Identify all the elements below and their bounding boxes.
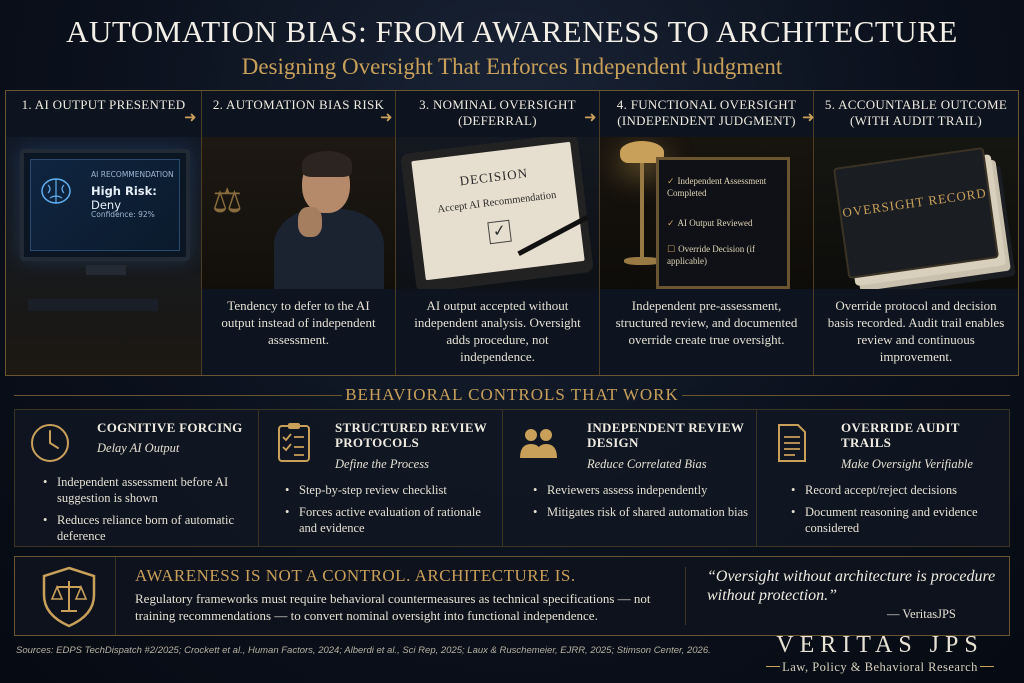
page-title: AUTOMATION BIAS: FROM AWARENESS TO ARCHITECTURE (66, 14, 958, 49)
control-structured-review (259, 410, 503, 546)
control-subtitle: Make Oversight Verifiable (841, 457, 973, 471)
controls-heading: BEHAVIORAL CONTROLS THAT WORK (345, 385, 679, 404)
checklist-icon (273, 422, 315, 464)
check-icon: ✓ (667, 219, 675, 229)
step-heading: 4. FUNCTIONAL OVERSIGHT (INDEPENDENT JUDGMENT) (616, 97, 797, 128)
unchecked-box-icon: ☐ (667, 245, 676, 255)
decision-paper (411, 142, 584, 281)
arrow-icon: ➜ (380, 108, 393, 126)
record-book-illustration (814, 137, 1018, 289)
list-item: • Mitigates risk of shared automation bias (533, 504, 753, 520)
checklist-item: ✓ Independent Assessment Completed (667, 176, 767, 198)
decision-document-illustration (396, 137, 599, 289)
person-hand (298, 207, 322, 237)
checklist-item: ✓ AI Output Reviewed (667, 218, 753, 229)
check-icon: ✓ (667, 177, 675, 187)
arrow-icon: ➜ (184, 108, 197, 126)
control-bullets (791, 482, 1005, 542)
oversight-record-book (833, 147, 999, 279)
ai-recommendation-label: AI RECOMMENDATION (91, 170, 174, 179)
control-independent-review (503, 410, 757, 546)
checklist-board (656, 157, 790, 289)
banner-heading: AWARENESS IS NOT A CONTROL. ARCHITECTURE IS. (135, 566, 576, 585)
list-item: • Forces active evaluation of rationale and evidence (285, 504, 495, 536)
monitor-illustration (6, 137, 201, 375)
control-title: STRUCTURED REVIEW PROTOCOLS (335, 420, 487, 450)
decision-title: DECISION (458, 165, 529, 189)
control-bullets (43, 474, 253, 550)
control-title: OVERRIDE AUDIT TRAILS (841, 420, 960, 450)
lamp-pole (640, 163, 644, 259)
control-subtitle: Reduce Correlated Bias (587, 457, 707, 471)
list-item: • Step-by-step review checklist (285, 482, 495, 498)
step-heading: 3. NOMINAL OVERSIGHT (DEFERRAL) (419, 97, 576, 128)
quote-attribution: — VeritasJPS (887, 607, 956, 621)
person-body (274, 209, 384, 289)
monitor (20, 149, 190, 261)
step-description: Override protocol and decision basis recorded. Audit trail enables review and continuous improvement. (827, 298, 1005, 364)
divider (980, 666, 994, 667)
list-item: • Reviewers assess independently (533, 482, 753, 498)
list-item: • Independent assessment before AI suggestion is shown (43, 474, 253, 506)
divider (115, 557, 116, 635)
step-description: Independent pre-assessment, structured review, and documented override create true oversight. (615, 298, 798, 347)
shield-scales-icon (39, 565, 99, 629)
banner-text: Regulatory frameworks must require behavioral countermeasures as technical specifications — not training recommendations — to convert nominal oversight into functional independence. (135, 591, 651, 623)
arrow-icon: ➜ (802, 108, 815, 126)
step-heading: 1. AI OUTPUT PRESENTED (21, 97, 186, 112)
monitor-stand (86, 265, 126, 275)
quote: “Oversight without architecture is procedure without protection.” (707, 568, 996, 604)
page-subtitle: Designing Oversight That Enforces Independent Judgment (241, 54, 783, 79)
control-title: INDEPENDENT REVIEW DESIGN (587, 420, 744, 450)
control-override-audit (757, 410, 1009, 546)
controls-panel (14, 409, 1010, 547)
document-icon (771, 422, 813, 464)
steps-panel (5, 90, 1019, 376)
decision-line: Accept AI Recommendation (436, 189, 557, 216)
risk-value: Deny (91, 198, 122, 212)
control-subtitle: Delay AI Output (97, 441, 180, 455)
step-heading: 2. AUTOMATION BIAS RISK (212, 97, 385, 112)
step-functional-oversight (600, 91, 814, 375)
step-ai-output (6, 91, 202, 375)
control-title: COGNITIVE FORCING (97, 420, 243, 435)
list-item: • Record accept/reject decisions (791, 482, 1005, 498)
control-bullets (533, 482, 753, 526)
ai-risk-readout (91, 184, 179, 212)
brain-icon (39, 174, 73, 208)
divider (682, 395, 1010, 396)
people-icon (517, 422, 559, 464)
risk-prefix: High Risk: (91, 184, 157, 198)
ai-recommendation-screen (30, 159, 180, 251)
checkbox-icon: ✓ (487, 220, 512, 245)
step-accountable-outcome (814, 91, 1018, 375)
confidence-readout: Confidence: 92% (91, 210, 155, 219)
brand-logo: VERITAS JPS (776, 632, 984, 658)
scales-icon: ⚖ (212, 181, 243, 221)
step-nominal-oversight (396, 91, 600, 375)
checklist-item: ☐ Override Decision (if applicable) (667, 244, 756, 266)
keyboard (28, 299, 158, 311)
conclusion-banner (14, 556, 1010, 636)
brand-tagline: Law, Policy & Behavioral Research (782, 660, 978, 674)
step-description: AI output accepted without independent analysis. Oversight adds procedure, not independence. (414, 298, 581, 364)
list-item: • Document reasoning and evidence considered (791, 504, 1005, 536)
person-hair (302, 151, 352, 177)
step-automation-bias (202, 91, 396, 375)
book-title: OVERSIGHT RECORD (841, 185, 988, 221)
lamp-base (624, 257, 660, 265)
control-cognitive-forcing (15, 410, 259, 546)
checklist-illustration (600, 137, 813, 289)
control-subtitle: Define the Process (335, 457, 429, 471)
step-description: Tendency to defer to the AI output instead of independent assessment. (221, 298, 376, 347)
divider (685, 567, 686, 625)
control-bullets (285, 482, 495, 542)
arrow-icon: ➜ (584, 108, 597, 126)
thinking-person-illustration (202, 137, 395, 289)
list-item: • Reduces reliance born of automatic deference (43, 512, 253, 544)
clock-icon (29, 422, 71, 464)
step-heading: 5. ACCOUNTABLE OUTCOME (WITH AUDIT TRAIL) (824, 97, 1008, 128)
sources: Sources: EDPS TechDispatch #2/2025; Crockett et al., Human Factors, 2024; Alberdi et al., Sci Rep, 2025; Laux & Ruschemeier, EJRR, 2025; Stimson Center, 2026. (16, 645, 711, 656)
